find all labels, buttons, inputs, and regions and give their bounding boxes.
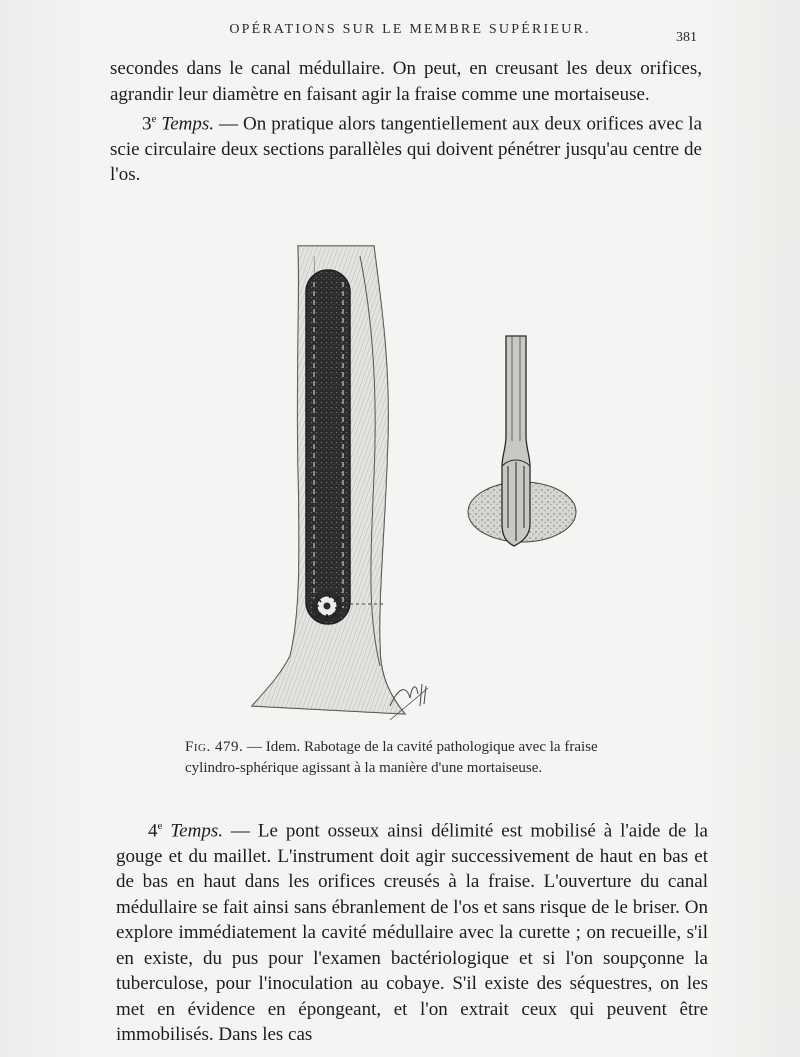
paragraph-step-4 xyxy=(116,814,708,1048)
cylindro-spherical-burr-instrument xyxy=(468,336,576,546)
page-number: 381 xyxy=(676,30,697,45)
step-3-number: 3 xyxy=(142,113,152,135)
step-4-label: Temps. xyxy=(170,820,223,842)
step-3-label: Temps. xyxy=(161,113,215,135)
running-title: OPÉRATIONS SUR LE MEMBRE SUPÉRIEUR. xyxy=(229,22,591,37)
step-3-text: — On pratique alors tangentiellement aux deux orifices avec la scie circulaire deux sections parallèles qui doivent pénétrer jusqu'au centre de l'os. xyxy=(110,113,703,186)
bone-and-burr-engraving xyxy=(240,236,600,726)
figure-caption-text: — Idem. Rabotage de la cavité pathologique avec la fraise cylindro-sphérique agissant à la manière d'une mortaiseuse. xyxy=(185,739,598,776)
step-4-superscript: e xyxy=(157,820,163,832)
bone-cavity-slot xyxy=(306,270,350,624)
figure-caption xyxy=(185,737,645,779)
figure-label: Fig. 479. xyxy=(185,739,244,755)
step-4-number: 4 xyxy=(148,820,158,842)
bottom-text-block xyxy=(116,814,708,1048)
paragraph-step-3 xyxy=(110,107,702,188)
top-text-block xyxy=(110,56,702,188)
step-3-superscript: e xyxy=(151,113,157,125)
figure-illustration xyxy=(240,236,600,726)
paragraph-continuation: secondes dans le canal médullaire. On peut, en creusant les deux orifices, agrandir leur diamètre en faisant agir la fraise comme une mortaiseuse. xyxy=(110,58,702,105)
step-4-text: — Le pont osseux ainsi délimité est mobilisé à l'aide de la gouge et du maillet. L'instrument doit agir successivement de haut en bas et de bas en haut dans les orifices creusés à la fraise. L'ouverture du canal médullaire se fait ainsi sans ébranlement de l'os et sans risque de le briser. On explore immédiatement la cavité médullaire avec la curette ; on recueille, s'il en existe, du pus pour l'examen bactériologique et si l'on soupçonne la tuberculose, pour l'inoculation au cobaye. S'il existe des séquestres, on les met en évidence en épongeant, et l'on extrait ceux qui peuvent être immobilisés. Dans les cas xyxy=(116,820,708,1046)
